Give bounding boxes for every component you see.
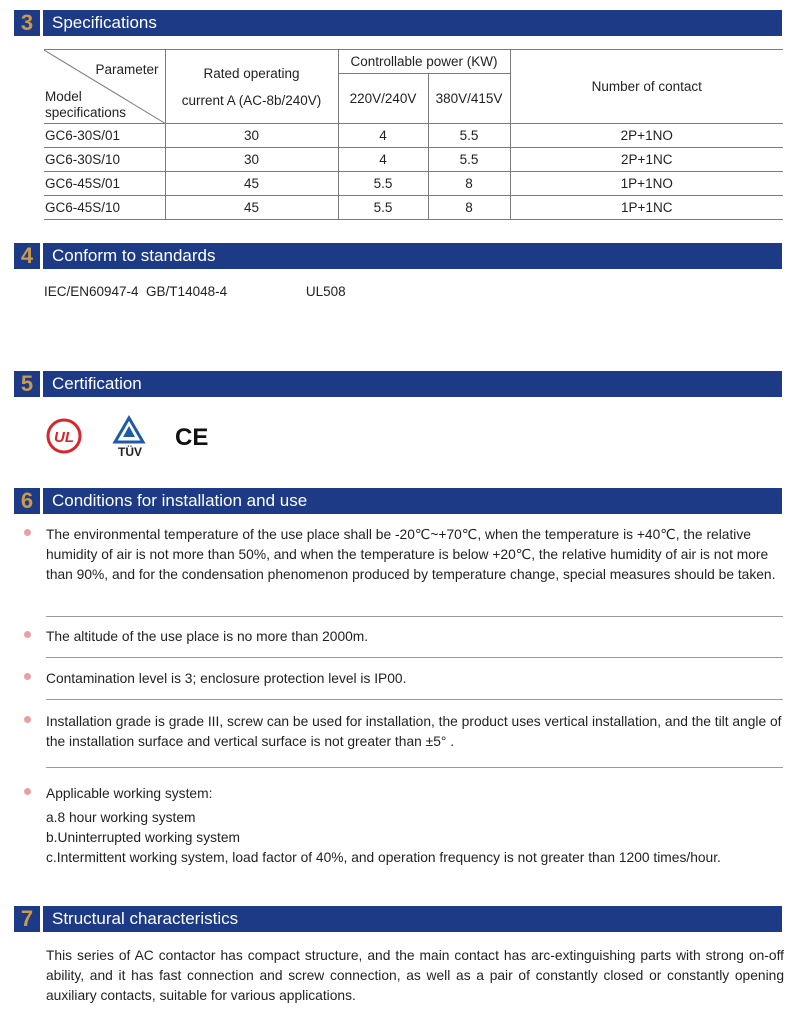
section-title: Conform to standards [52,246,216,265]
section-header-specifications [14,10,782,36]
ul-logo-text: UL [54,429,74,446]
ce-logo-text: CE [175,424,209,451]
condition-text: Contamination level is 3; enclosure protection level is IP00. [46,671,407,686]
model-cell: GC6-30S/01 [44,124,165,148]
power-380-cell: 5.5 [428,148,510,172]
condition-text: Installation grade is grade III, screw can be used for installation, the product uses vertical installation, and the tilt angle of the installation surface and vertical surface is not greater than ±5° . [46,714,782,749]
rated-current-header [165,50,338,124]
power-380-header: 380V/415V [428,74,510,124]
section-title: Structural characteristics [52,909,239,928]
section-bar [43,371,782,397]
current-cell: 30 [165,124,338,148]
divider [46,699,783,700]
table-row [44,172,783,196]
contact-cell: 2P+1NC [510,148,783,172]
working-system-item: a.8 hour working system [46,810,196,825]
specifications-table [44,49,783,220]
section-number: 4 [14,243,40,269]
section-title: Specifications [52,13,157,32]
bullet-icon [24,716,31,723]
condition-text: The environmental temperature of the use place shall be -20℃~+70℃, when the temperature is +40℃, the relative humidity of air is not more than 50%, and when the temperature is below +20℃, the relative humidity of air is not more than 90%, and for the condensation phenomenon produced by temperature change, special measures should be taken. [46,527,776,582]
controllable-power-header: Controllable power (KW) [338,50,510,74]
rated-current-line2: current A (AC-8b/240V) [181,92,322,108]
contact-cell: 1P+1NO [510,172,783,196]
power-380-cell: 5.5 [428,124,510,148]
standards-text: IEC/EN60947-4 GB/T14048-4 UL508 [44,284,346,299]
table-header-row [44,50,783,74]
section-number: 6 [14,488,40,514]
power-220-cell: 4 [338,124,428,148]
list-item [14,525,784,605]
number-of-contact-header: Number of contact [510,50,783,124]
power-380-cell: 8 [428,196,510,220]
list-item [14,669,784,689]
power-220-cell: 5.5 [338,196,428,220]
structural-text: This series of AC contactor has compact structure, and the main contact has arc-extinguishing parts with strong on-off ability, and it has fast connection and screw connection, as well as a pair of constantly closed or constantly opening auxiliary contacts, suitable for various applications. [46,948,784,1003]
working-system-item: c.Intermittent working system, load factor of 40%, and operation frequency is not greater than 1200 times/hour. [46,850,721,865]
table-row [44,196,783,220]
model-cell: GC6-45S/01 [44,172,165,196]
bullet-icon [24,529,31,536]
section-title: Conditions for installation and use [52,491,308,510]
table-row [44,148,783,172]
ce-logo [175,424,208,451]
condition-text: The altitude of the use place is no more than 2000m. [46,629,369,644]
certification-logos-svg [44,414,224,458]
section-header-standards [14,243,782,269]
section-header-conditions [14,488,782,514]
section-number: 5 [14,371,40,397]
table-row [44,124,783,148]
current-cell: 45 [165,172,338,196]
ul-logo [48,420,80,452]
rated-current-line1: Rated operating [203,65,300,81]
model-label: Model [45,89,82,104]
section-number: 7 [14,906,40,932]
bullet-icon [24,788,31,795]
contact-cell: 1P+1NC [510,196,783,220]
specifications-label: specifications [45,105,127,120]
power-220-cell: 5.5 [338,172,428,196]
section-number: 3 [14,10,40,36]
divider [46,616,783,617]
divider [46,657,783,658]
diagonal-header-cell [44,50,165,124]
contact-cell: 2P+1NO [510,124,783,148]
model-specifications-label [45,89,126,121]
tuv-logo [115,418,143,458]
bullet-icon [24,631,31,638]
section-title: Certification [52,374,142,393]
model-cell: GC6-45S/10 [44,196,165,220]
condition-text: Applicable working system: [46,786,213,801]
list-item [14,784,784,804]
section-header-certification [14,371,782,397]
divider [46,767,783,768]
current-cell: 30 [165,148,338,172]
power-380-cell: 8 [428,172,510,196]
parameter-label: Parameter [95,62,159,77]
power-220-header: 220V/240V [338,74,428,124]
model-cell: GC6-30S/10 [44,148,165,172]
certification-logos [44,414,224,458]
tuv-logo-text: TÜV [118,445,142,458]
list-item [14,627,784,647]
current-cell: 45 [165,196,338,220]
power-220-cell: 4 [338,148,428,172]
list-item [14,712,784,752]
working-system-item: b.Uninterrupted working system [46,830,241,845]
bullet-icon [24,673,31,680]
section-header-structural [14,906,782,932]
